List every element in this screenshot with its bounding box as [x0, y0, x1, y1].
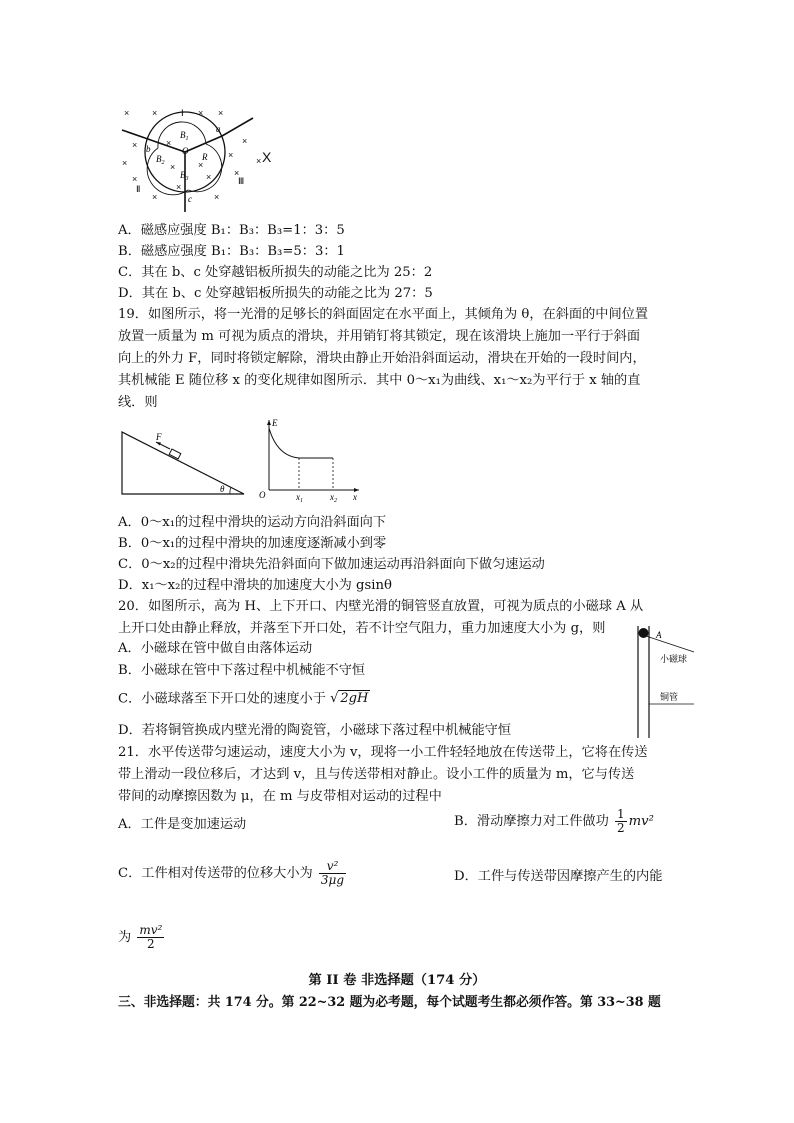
svg-text:×: ×	[234, 168, 240, 178]
svg-text:×: ×	[132, 174, 138, 184]
svg-text:×: ×	[206, 172, 212, 182]
option-c-fraction: $\frac{\text{v²}}{3\mu g}$	[320, 859, 345, 887]
energy-curve	[269, 428, 299, 458]
q21-stem-2: 带上滑动一段位移后，才达到 v，且与传送带相对静止。设小工件的质量为 m，它与传送	[118, 767, 635, 782]
svg-text:×: ×	[198, 108, 204, 118]
svg-text:×: ×	[132, 140, 138, 150]
svg-text:×: ×	[152, 108, 158, 118]
x-axis-label: x	[353, 492, 357, 502]
q19-stem-2: 放置一质量为 m 可视为质点的滑块，并用销钉将其锁定，现在该滑块上施加一平行于斜面	[118, 329, 641, 344]
incline-figure	[118, 418, 248, 498]
svg-text:×: ×	[256, 156, 262, 166]
q18-option-c: C．其在 b、c 处穿越铝板所损失的动能之比为 25：2	[118, 265, 433, 280]
svg-text:×: ×	[176, 182, 182, 192]
region-1-label: Ⅰ	[181, 108, 184, 118]
region-3-label: Ⅲ	[238, 176, 245, 186]
q19-option-c: C．0～x₂的过程中滑块先沿斜面向下做加速运动再沿斜面向下做匀速运动	[118, 557, 545, 572]
e-axis-label: E	[272, 418, 278, 428]
point-b-label: b	[146, 144, 151, 154]
q20-stem-1: 20．如图所示，高为 H、上下开口、内壁光滑的铜管竖直放置，可视为质点的小磁球 A 从	[118, 599, 644, 614]
q19-stem-4: 其机械能 E 随位移 x 的变化规律如图所示．其中 0～x₁为曲线、x₁～x₂为平行于 x 轴的直	[118, 373, 641, 388]
section-title: 第 II 卷 非选择题（174 分）	[308, 973, 486, 988]
ball-a-label: A	[656, 630, 662, 640]
q21-option-d: D．工件与传送带因摩擦产生的内能	[454, 869, 663, 884]
option-d-fraction: $\frac{\text{mv²}}{2}$	[139, 923, 163, 951]
q21-option-a: A．工件是变加速运动	[118, 817, 247, 832]
svg-text:×: ×	[170, 162, 176, 172]
svg-text:×: ×	[242, 136, 248, 146]
b2-label: $B_2$	[156, 154, 165, 166]
x-mark-label: X	[262, 149, 272, 165]
b3-label: $B_3$	[180, 170, 189, 182]
q21-option-c: C．工件相对传送带的位移大小为 $\frac{\text{v²}}{3\mu g}$	[118, 859, 345, 887]
q19-option-d: D．x₁～x₂的过程中滑块的加速度大小为 gsinθ	[118, 578, 392, 593]
section-intro: 三、非选择题：共 174 分。第 22~32 题为必考题，每个试题考生都必须作答。第 33~38 题	[118, 995, 661, 1010]
q20-option-b: B．小磁球在管中下落过程中机械能不守恒	[118, 663, 366, 678]
q19-stem-1: 19．如图所示，将一光滑的足够长的斜面固定在水平面上，其倾角为 θ，在斜面的中间位置	[118, 307, 649, 322]
q18-option-b: B．磁感应强度 B₁：B₃：B₃=5：3：1	[118, 244, 345, 259]
svg-text:×: ×	[228, 150, 234, 160]
graph-origin-label: O	[259, 490, 266, 500]
q20-stem-2: 上开口处由静止释放，并落至下开口处，若不计空气阻力，重力加速度大小为 g，则	[118, 621, 606, 636]
q19-stem-5: 线．则	[118, 395, 158, 410]
copper-pipe-label: 铜管	[660, 693, 679, 703]
theta-label: θ	[220, 484, 225, 494]
q21-stem-3: 带间的动摩擦因数为 μ，在 m 与皮带相对运动的过程中	[118, 789, 442, 804]
q21-option-d-cont: 为 $\frac{\text{mv²}}{2}$	[118, 923, 163, 951]
field-cross-marks	[122, 108, 261, 202]
region-2-label: Ⅱ	[136, 184, 141, 194]
svg-text:×: ×	[198, 160, 204, 170]
q21-option-b: B．滑动摩擦力对工件做功 $\frac{1}{2}$ mv²	[454, 807, 654, 835]
svg-text:×: ×	[214, 192, 220, 202]
svg-text:×: ×	[218, 108, 224, 118]
x2-label: $x_2$	[330, 492, 337, 504]
radius-label: R	[202, 152, 208, 162]
force-label: F	[156, 432, 162, 442]
q18-option-d: D．其在 b、c 处穿越铝板所损失的动能之比为 27：5	[118, 286, 433, 301]
sqrt-expression: √ 2gH	[330, 691, 369, 706]
q19-stem-3: 向上的外力 F，同时将锁定解除，滑块由静止开始沿斜面运动，滑块在开始的一段时间内，	[118, 351, 646, 366]
svg-text:×: ×	[122, 158, 128, 168]
copper-pipe-figure	[630, 624, 705, 740]
q20-option-a: A．小磁球在管中做自由落体运动	[118, 641, 313, 656]
svg-text:×: ×	[152, 192, 158, 202]
q20-option-c: C．小磁球落至下开口处的速度小于 √ 2gH	[118, 691, 369, 707]
origin-label: O	[182, 146, 189, 156]
b1-label: $B_1$	[180, 130, 189, 142]
q19-option-b: B．0～x₁的过程中滑块的加速度逐渐减小到零	[118, 536, 387, 551]
q21-stem-1: 21．水平传送带匀速运动，速度大小为 v，现将一小工件轻轻地放在传送带上，它将在传送	[118, 745, 648, 760]
svg-text:×: ×	[166, 138, 172, 148]
point-c-label: c	[188, 194, 192, 204]
magnet-ball-label: 小磁球	[660, 655, 688, 665]
x1-label: $x_1$	[296, 492, 303, 504]
q18-option-a: A．磁感应强度 B₁：B₃：B₃=1：3：5	[118, 223, 345, 238]
svg-text:×: ×	[124, 108, 130, 118]
point-a-label: a	[216, 124, 221, 134]
q19-option-a: A．0～x₁的过程中滑块的运动方向沿斜面向下	[118, 515, 387, 530]
q20-option-d: D．若将铜管换成内壁光滑的陶瓷管，小磁球下落过程中机械能守恒	[118, 723, 512, 738]
energy-graph	[255, 414, 365, 504]
option-b-fraction: $\frac{1}{2}$	[616, 807, 625, 835]
